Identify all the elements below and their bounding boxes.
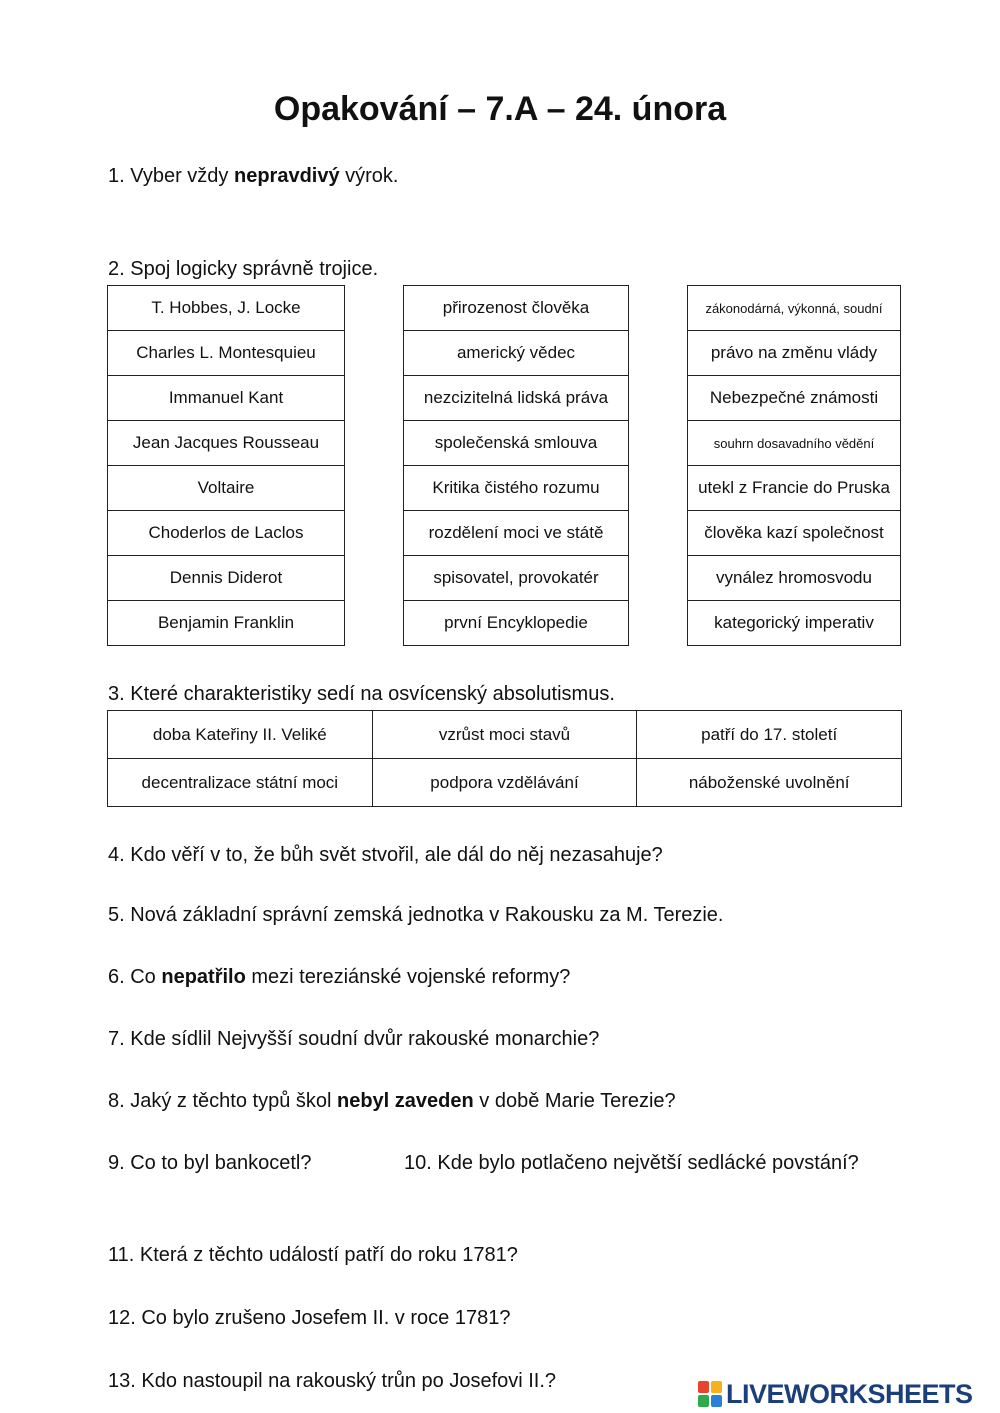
match-cell: Nebezpečné známosti	[688, 376, 901, 421]
match-cell: spisovatel, provokatér	[404, 556, 629, 601]
match-table-people	[107, 285, 345, 646]
logo-square	[698, 1395, 709, 1407]
match-cell: zákonodárná, výkonná, soudní	[688, 286, 901, 331]
question-10: 10. Kde bylo potlačeno největší sedlácké povstání?	[404, 1152, 859, 1174]
characteristic-cell: náboženské uvolnění	[637, 759, 902, 807]
match-cell: rozdělení moci ve státě	[404, 511, 629, 556]
match-cell: Kritika čistého rozumu	[404, 466, 629, 511]
match-cell: Jean Jacques Rousseau	[108, 421, 345, 466]
question-8: 8. Jaký z těchto typů škol nebyl zaveden v době Marie Terezie?	[108, 1090, 676, 1112]
match-cell: Benjamin Franklin	[108, 601, 345, 646]
question-12: 12. Co bylo zrušeno Josefem II. v roce 1781?	[108, 1307, 511, 1329]
match-table-concepts	[403, 285, 629, 646]
logo-text: LIVEWORKSHEETS	[726, 1378, 973, 1409]
match-cell: nezcizitelná lidská práva	[404, 376, 629, 421]
characteristic-cell: doba Kateřiny II. Veliké	[108, 711, 373, 759]
emphasis: nepravdivý	[233, 165, 340, 187]
question-11: 11. Která z těchto událostí patří do roku 1781?	[108, 1244, 518, 1266]
logo-square	[711, 1381, 722, 1393]
question-5: 5. Nová základní správní zemská jednotka v Rakousku za M. Terezie.	[108, 904, 724, 926]
logo-icon	[698, 1381, 722, 1407]
liveworksheets-logo	[698, 1376, 973, 1412]
match-cell: Dennis Diderot	[108, 556, 345, 601]
logo-square	[698, 1381, 709, 1393]
match-cell: člověka kazí společnost	[688, 511, 901, 556]
question-13: 13. Kdo nastoupil na rakouský trůn po Josefovi II.?	[108, 1370, 557, 1392]
characteristic-cell: patří do 17. století	[637, 711, 902, 759]
characteristic-cell: podpora vzdělávání	[372, 759, 637, 807]
characteristics-table	[107, 710, 902, 807]
question-9: 9. Co to byl bankocetl?	[108, 1152, 312, 1174]
match-cell: společenská smlouva	[404, 421, 629, 466]
question-6: 6. Co nepatřilo mezi tereziánské vojenské reformy?	[108, 966, 571, 988]
emphasis: nepatřilo	[161, 966, 246, 988]
match-cell: Charles L. Montesquieu	[108, 331, 345, 376]
match-cell: T. Hobbes, J. Locke	[108, 286, 345, 331]
question-7: 7. Kde sídlil Nejvyšší soudní dvůr rakouské monarchie?	[108, 1028, 600, 1050]
logo-square	[711, 1395, 722, 1407]
match-cell: první Encyklopedie	[404, 601, 629, 646]
match-cell: Immanuel Kant	[108, 376, 345, 421]
match-cell: souhrn dosavadního vědění	[688, 421, 901, 466]
question-4: 4. Kdo věří v to, že bůh svět stvořil, ale dál do něj nezasahuje?	[108, 844, 663, 866]
match-cell: utekl z Francie do Pruska	[688, 466, 901, 511]
match-cell: vynález hromosvodu	[688, 556, 901, 601]
match-cell: Choderlos de Laclos	[108, 511, 345, 556]
match-cell: americký vědec	[404, 331, 629, 376]
page-title: Opakování – 7.A – 24. února	[273, 90, 727, 128]
emphasis: nebyl zaveden	[337, 1090, 474, 1112]
match-cell: Voltaire	[108, 466, 345, 511]
match-cell: právo na změnu vlády	[688, 331, 901, 376]
question-1: 1. Vyber vždy nepravdivý výrok.	[108, 165, 399, 187]
match-table-details	[687, 285, 901, 646]
match-cell: přirozenost člověka	[404, 286, 629, 331]
question-2: 2. Spoj logicky správně trojice.	[108, 258, 379, 280]
characteristic-cell: decentralizace státní moci	[108, 759, 373, 807]
match-cell: kategorický imperativ	[688, 601, 901, 646]
characteristic-cell: vzrůst moci stavů	[372, 711, 637, 759]
question-3: 3. Které charakteristiky sedí na osvícenský absolutismus.	[108, 683, 615, 705]
